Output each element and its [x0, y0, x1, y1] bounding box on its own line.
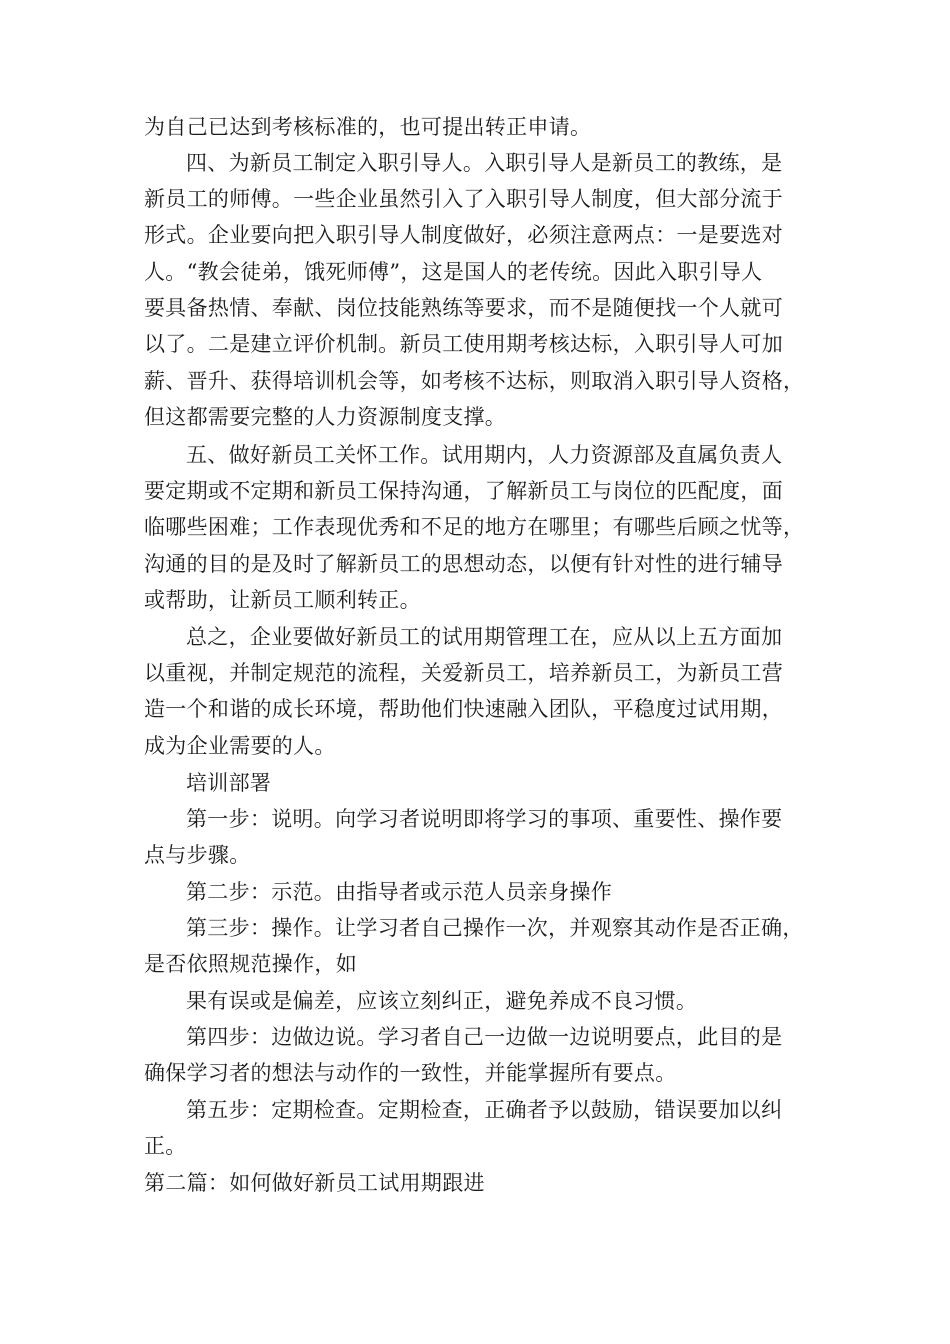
text-line: 沟通的目的是及时了解新员工的思想动态，以便有针对性的进行辅导 [144, 552, 783, 576]
text-line: 形式。企业要向把入职引导人制度做好，必须注意两点：一是要选对 [144, 223, 783, 247]
text-line: 新员工的师傅。一些企业虽然引入了入职引导人制度，但大部分流于 [144, 187, 783, 211]
paragraph-four-start: 四、为新员工制定入职引导人。入职引导人是新员工的教练，是 [186, 151, 783, 175]
text-line: 以了。二是建立评价机制。新员工使用期考核达标，入职引导人可加 [144, 332, 783, 356]
text-line: 临哪些困难；工作表现优秀和不足的地方在哪里；有哪些后顾之忧等， [144, 515, 805, 539]
text-line: 果有误或是偏差，应该立刻纠正，避免养成不良习惯。 [186, 989, 698, 1013]
text-line: 确保学习者的想法与动作的一致性，并能掌握所有要点。 [144, 1061, 677, 1085]
text-line: 或帮助，让新员工顺利转正。 [144, 588, 421, 612]
section-title: 第二篇：如何做好新员工试用期跟进 [144, 1171, 485, 1195]
step-five: 第五步：定期检查。定期检查，正确者予以鼓励，错误要加以纠 [186, 1098, 783, 1122]
text-line: 为自己已达到考核标准的，也可提出转正申请。 [144, 115, 592, 139]
text-line: 以重视，并制定规范的流程，关爱新员工，培养新员工，为新员工营 [144, 661, 783, 685]
paragraph-five-start: 五、做好新员工关怀工作。试用期内，人力资源部及直属负责人 [186, 443, 783, 467]
text-line: 成为企业需要的人。 [144, 734, 336, 758]
text-line: 造一个和谐的成长环境，帮助他们快速融入团队，平稳度过试用期， [144, 697, 783, 721]
step-three: 第三步：操作。让学习者自己操作一次，并观察其动作是否正确， [186, 916, 804, 940]
text-line: 但这都需要完整的人力资源制度支撑。 [144, 405, 507, 429]
text-line: 薪、晋升、获得培训机会等，如考核不达标，则取消入职引导人资格， [144, 369, 805, 393]
step-one: 第一步：说明。向学习者说明即将学习的事项、重要性、操作要 [186, 807, 783, 831]
step-four: 第四步：边做边说。学习者自己一边做一边说明要点，此目的是 [186, 1025, 783, 1049]
text-line: 是否依照规范操作，如 [144, 952, 357, 976]
step-two: 第二步：示范。由指导者或示范人员亲身操作 [186, 880, 612, 904]
text-line: 要具备热情、奉献、岗位技能熟练等要求，而不是随便找一个人就可 [144, 296, 783, 320]
text-line: 正。 [144, 1134, 187, 1158]
text-line: 点与步骤。 [144, 843, 251, 867]
text-line: 要定期或不定期和新员工保持沟通，了解新员工与岗位的匹配度，面 [144, 479, 783, 503]
summary-paragraph-start: 总之，企业要做好新员工的试用期管理工在，应从以上五方面加 [186, 625, 783, 649]
text-line: 人。“教会徒弟，饿死师傅”，这是国人的老传统。因此入职引导人 [144, 260, 763, 284]
training-heading: 培训部署 [186, 771, 272, 795]
